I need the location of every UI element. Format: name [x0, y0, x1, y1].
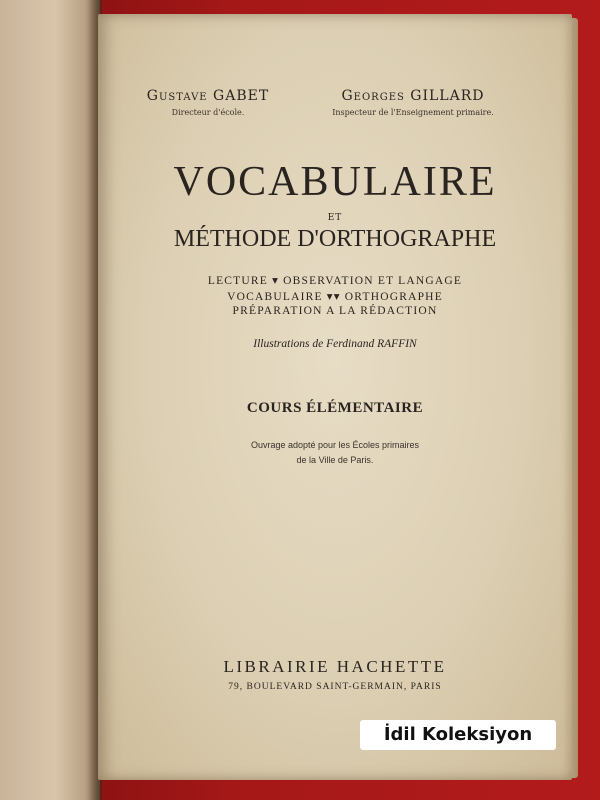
- adoption-note: Ouvrage adopté pour les Écoles primaires: [250, 440, 420, 450]
- author-role: Directeur d'école.: [171, 108, 245, 117]
- watermark-label: İdil Koleksiyon: [360, 720, 556, 750]
- title-conjunction: ET: [327, 213, 343, 223]
- publisher-address: 79, BOULEVARD SAINT-GERMAIN, PARIS: [228, 682, 442, 692]
- adoption-note: de la Ville de Paris.: [296, 455, 374, 465]
- author-gillard: [318, 88, 508, 117]
- left-page: [0, 0, 100, 800]
- author-name: Georges GILLARD: [341, 88, 485, 104]
- publisher-name: LIBRAIRIE HACHETTE: [223, 657, 447, 676]
- course-level: COURS ÉLÉMENTAIRE: [246, 400, 424, 416]
- book-title: VOCABULAIRE: [173, 159, 497, 205]
- book-subtitle: MÉTHODE D'ORTHOGRAPHE: [173, 226, 497, 252]
- topic-line: PRÉPARATION A LA RÉDACTION: [232, 305, 438, 317]
- author-gabet: [118, 88, 298, 117]
- topic-line: LECTURE ▾ OBSERVATION ET LANGAGE: [207, 275, 463, 287]
- topic-line: VOCABULAIRE ▾▾ ORTHOGRAPHE: [227, 291, 443, 303]
- author-name: Gustave GABET: [146, 88, 270, 104]
- illustrator-credit: Illustrations de Ferdinand RAFFIN: [253, 338, 417, 350]
- author-role: Inspecteur de l'Enseignement primaire.: [332, 108, 494, 117]
